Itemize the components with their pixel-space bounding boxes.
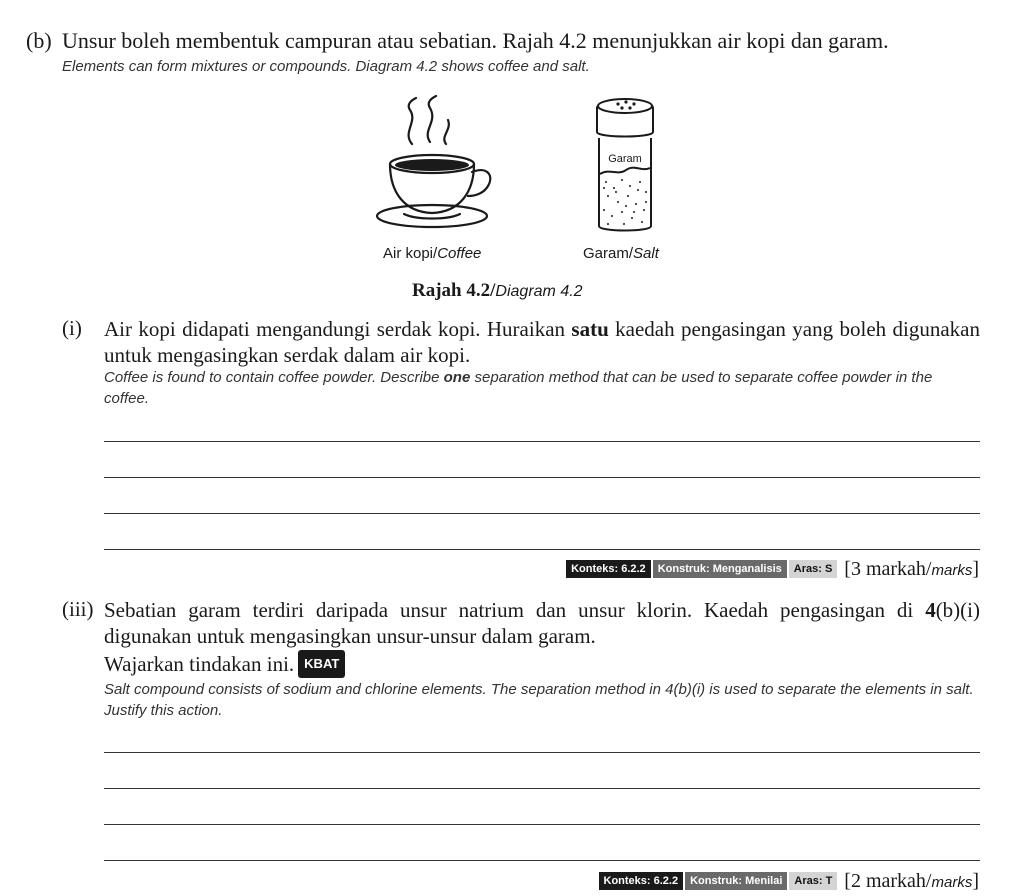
coffee-cup-icon <box>377 96 490 227</box>
diagram-title-ms: Rajah 4.2/ <box>412 280 496 301</box>
answer-line[interactable] <box>104 752 980 753</box>
part-i-text-ms-2: kaedah pengasingan yang boleh digunakan untuk mengasingkan serdak dalam air kopi. <box>104 317 980 367</box>
coffee-caption <box>383 245 481 262</box>
marks-ms: [3 markah/ <box>844 557 932 580</box>
marks-en: marks <box>931 561 973 579</box>
part-iii-number: (iii) <box>62 597 94 621</box>
diagram-title <box>412 280 583 302</box>
marks-close: ] <box>972 869 979 892</box>
part-i-text-en-2: separation method that can be used to separate coffee powder in the coffee. <box>104 369 933 407</box>
question-b-text-en: Elements can form mixtures or compounds. Diagram 4.2 shows coffee and salt. <box>62 58 590 75</box>
part-iii-tag-bar <box>599 869 980 892</box>
part-i-question-ms <box>104 316 980 368</box>
answer-line[interactable] <box>104 477 980 478</box>
part-iii-question-ms <box>104 597 980 649</box>
part-i-tag-bar <box>566 557 979 580</box>
part-iii-text-ms-1: Sebatian garam terdiri daripada unsur natrium dan unsur klorin. Kaedah pengasingan di <box>104 598 926 622</box>
part-iii-question-en: Salt compound consists of sodium and chlorine elements. The separation method in 4(b)(i) is used to separate the elements in salt. Justify this action. <box>104 681 974 719</box>
aras-tag: Aras: S <box>789 560 838 578</box>
marks-close: ] <box>972 557 979 580</box>
salt-shaker-label: Garam <box>608 153 642 165</box>
kbat-badge: KBAT <box>298 650 345 678</box>
part-i-text-ms-bold: satu <box>571 317 609 341</box>
question-b-text-ms: Unsur boleh membentuk campuran atau sebatian. Rajah 4.2 menunjukkan air kopi dan garam. <box>62 28 889 53</box>
diagram-4-2-illustration <box>360 92 680 270</box>
coffee-caption-en: Coffee <box>437 245 482 262</box>
marks-ms: [2 markah/ <box>844 869 932 892</box>
marks-en: marks <box>931 873 973 891</box>
answer-line[interactable] <box>104 824 980 825</box>
konstruk-tag: Konstruk: Menilai <box>685 872 787 890</box>
coffee-caption-ms: Air kopi/ <box>383 245 438 262</box>
part-i-number: (i) <box>62 316 82 340</box>
diagram-title-en: Diagram 4.2 <box>495 283 583 300</box>
part-i-text-ms-1: Air kopi didapati mengandungi serdak kopi. Huraikan <box>104 317 572 341</box>
answer-line[interactable] <box>104 513 980 514</box>
part-i-question-en <box>104 367 980 409</box>
question-b-number: (b) <box>26 28 52 53</box>
part-iii-justify-line <box>104 650 980 678</box>
part-iii-text-ms-2: Wajarkan tindakan ini. <box>104 652 295 676</box>
part-iii-ref-bold: 4 <box>925 598 936 622</box>
salt-caption-ms: Garam/ <box>583 245 634 262</box>
konteks-tag: Konteks: 6.2.2 <box>566 560 651 578</box>
part-iii-text-ms-ref: (b)(i) digunakan untuk mengasingkan unsur-unsur dalam garam. <box>104 598 980 648</box>
konstruk-tag: Konstruk: Menganalisis <box>653 560 787 578</box>
question-b-heading <box>26 28 889 54</box>
part-i-text-en-1: Coffee is found to contain coffee powder. Describe <box>104 369 444 386</box>
answer-line[interactable] <box>104 860 980 861</box>
answer-line[interactable] <box>104 549 980 550</box>
answer-line[interactable] <box>104 788 980 789</box>
part-i-marks <box>844 558 979 581</box>
answer-line[interactable] <box>104 441 980 442</box>
aras-tag: Aras: T <box>789 872 837 890</box>
part-i-text-en-bold: one <box>443 369 471 386</box>
konteks-tag: Konteks: 6.2.2 <box>599 872 684 890</box>
salt-caption <box>583 245 659 262</box>
salt-caption-en: Salt <box>633 245 659 262</box>
part-iii-marks <box>844 870 979 893</box>
